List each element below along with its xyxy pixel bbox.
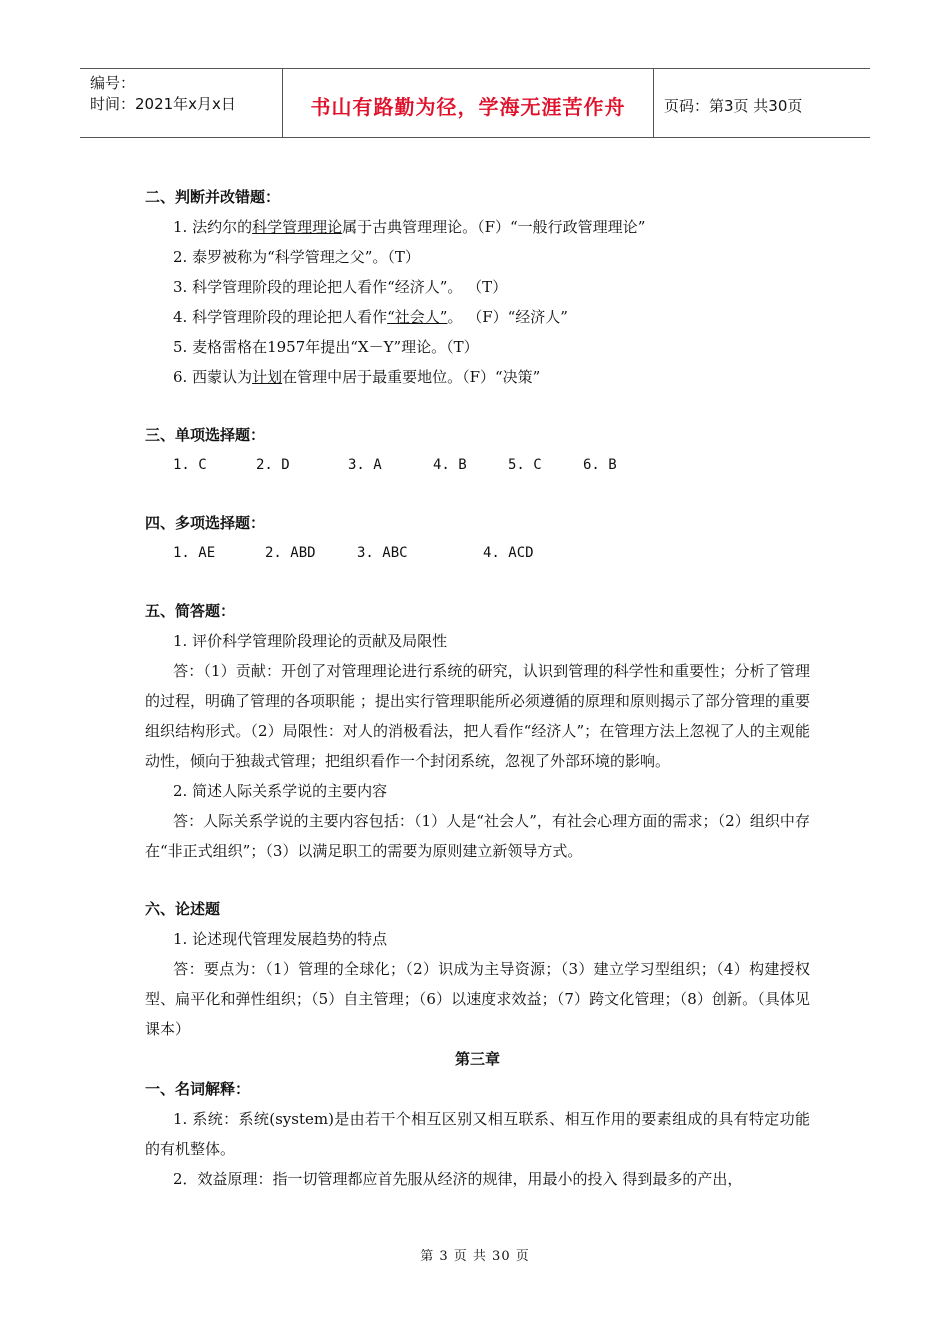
answer: 1. AE xyxy=(173,545,216,561)
answer: 2. ABD xyxy=(265,545,316,561)
document-body xyxy=(145,182,810,1194)
single-choice-answers xyxy=(145,450,810,480)
section-title: 六、论述题 xyxy=(145,900,221,918)
code-label: 编号： xyxy=(90,74,136,92)
answer: 4. ACD xyxy=(483,545,534,561)
header-left xyxy=(80,69,282,137)
answer: 5. C xyxy=(508,457,542,473)
section-title: 二、判断并改错题： xyxy=(145,188,281,206)
answer: 3. A xyxy=(348,457,382,473)
date-label: 时间：2021年x月x日 xyxy=(90,95,236,113)
judge-item: 1. 法约尔的科学管理理论属于古典管理理论。（F）“一般行政管理理论” xyxy=(173,218,646,236)
question: 1. 评价科学管理阶段理论的贡献及局限性 xyxy=(173,632,448,650)
answer-paragraph: 答：要点为：（1）管理的全球化；（2）识成为主导资源；（3）建立学习型组织；（4）构建授权型、扁平化和弹性组织；（5）自主管理；（6）以速度求效益；（7）跨文化管理；（8）创新。（具体见课本） xyxy=(145,960,810,1038)
page-header xyxy=(80,68,870,138)
section-title: 三、单项选择题： xyxy=(145,426,266,444)
question: 1. 论述现代管理发展趋势的特点 xyxy=(173,930,388,948)
header-page-info: 页码：第3页 共30页 xyxy=(664,96,803,115)
answer: 2. D xyxy=(256,457,290,473)
answer: 1. C xyxy=(173,457,207,473)
term-paragraph: 2．效益原理：指一切管理都应首先服从经济的规律，用最小的投入 得到最多的产出， xyxy=(173,1170,743,1188)
chapter-title: 第三章 xyxy=(454,1050,500,1068)
judge-item: 4. 科学管理阶段的理论把人看作“社会人”。 （F）“经济人” xyxy=(173,308,568,326)
multi-choice-answers xyxy=(145,538,810,568)
header-motto: 书山有路勤为径，学海无涯苦作舟 xyxy=(282,69,654,137)
question: 2. 简述人际关系学说的主要内容 xyxy=(173,782,388,800)
judge-item: 5. 麦格雷格在1957年提出“X－Y”理论。（T） xyxy=(173,338,479,356)
judge-item: 6. 西蒙认为计划在管理中居于最重要地位。（F）“决策” xyxy=(173,368,541,386)
judge-item: 3. 科学管理阶段的理论把人看作“经济人”。 （T） xyxy=(173,278,508,296)
judge-item: 2. 泰罗被称为“科学管理之父”。（T） xyxy=(173,248,420,266)
section-title: 一、名词解释： xyxy=(145,1080,251,1098)
answer: 6. B xyxy=(583,457,617,473)
answer: 4. B xyxy=(433,457,467,473)
section-title: 四、多项选择题： xyxy=(145,514,266,532)
answer: 3. ABC xyxy=(357,545,408,561)
term-paragraph: 1. 系统：系统(system)是由若干个相互区别又相互联系、相互作用的要素组成的具有特定功能的有机整体。 xyxy=(145,1110,810,1158)
page-footer: 第 3 页 共 30 页 xyxy=(420,1249,530,1264)
section-title: 五、简答题： xyxy=(145,602,236,620)
answer-paragraph: 答：（1）贡献：开创了对管理理论进行系统的研究，认识到管理的科学性和重要性；分析了管理的过程，明确了管理的各项职能 ；提出实行管理职能所必须遵循的原理和原则揭示了部分管理的重要组织结构形式。（2）局限性：对人的消极看法，把人看作“经济人”；在管理方法上忽视了人的主观能动性，倾向于独裁式管理；把组织看作一个封闭系统，忽视了外部环境的影响。 xyxy=(145,662,810,770)
answer-paragraph: 答：人际关系学说的主要内容包括：（1）人是“社会人”，有社会心理方面的需求；（2）组织中存在“非正式组织”；（3）以满足职工的需要为原则建立新领导方式。 xyxy=(145,812,810,860)
